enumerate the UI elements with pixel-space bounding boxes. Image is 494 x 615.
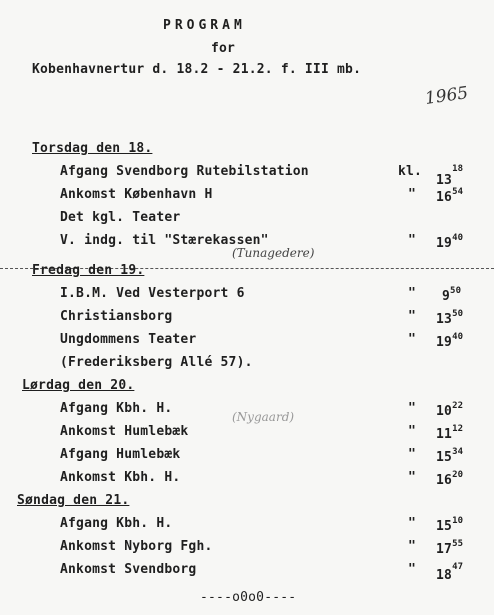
schedule-item-time: $9^{50}$ bbox=[442, 286, 462, 304]
schedule-item-text: Afgang Svendborg Rutebilstation bbox=[60, 164, 309, 179]
schedule-item-time: $15^{34}$ bbox=[436, 447, 464, 465]
schedule-item-text: Ankomst Humlebæk bbox=[60, 424, 189, 439]
schedule-item-minutes: 40 bbox=[452, 332, 464, 342]
schedule-item-time: $17^{55}$ bbox=[436, 539, 464, 557]
schedule-item-text: Ankomst Nyborg Fgh. bbox=[60, 539, 213, 554]
schedule-item-time: $11^{12}$ bbox=[436, 424, 464, 442]
schedule-item-mark: " bbox=[408, 401, 417, 416]
schedule-item-text: Ankomst Kbh. H. bbox=[60, 470, 181, 485]
schedule-item-minutes: 50 bbox=[450, 286, 462, 296]
document-subtitle: Kobenhavnertur d. 18.2 - 21.2. f. III mb. bbox=[32, 62, 362, 77]
title-for: for bbox=[211, 41, 236, 56]
schedule-item-text: Afgang Humlebæk bbox=[60, 447, 181, 462]
schedule-item-mark: " bbox=[408, 447, 417, 462]
schedule-item-minutes: 50 bbox=[452, 309, 464, 319]
schedule-item-time: $16^{20}$ bbox=[436, 470, 464, 488]
schedule-item-mark: kl. bbox=[398, 164, 423, 179]
schedule-item-mark: " bbox=[408, 286, 417, 301]
handwritten-year: 1965 bbox=[423, 83, 470, 109]
schedule-item-mark: " bbox=[408, 516, 417, 531]
schedule-item-text: Afgang Kbh. H. bbox=[60, 401, 173, 416]
schedule-item-mark: " bbox=[408, 539, 417, 554]
schedule-item-text: V. indg. til "Stærekassen" bbox=[60, 233, 269, 248]
schedule-item-minutes: 10 bbox=[452, 516, 464, 526]
schedule-item-mark: " bbox=[408, 187, 417, 202]
schedule-item-minutes: 40 bbox=[452, 233, 464, 243]
schedule-item-time: $19^{40}$ bbox=[436, 233, 464, 251]
schedule-item-text: Ankomst Svendborg bbox=[60, 562, 197, 577]
day-heading-thursday: Torsdag den 18. bbox=[32, 141, 153, 156]
schedule-item-text: Det kgl. Teater bbox=[60, 210, 181, 225]
schedule-item-mark: " bbox=[408, 233, 417, 248]
schedule-item-time: $16^{54}$ bbox=[436, 187, 464, 205]
schedule-item-mark: " bbox=[408, 309, 417, 324]
schedule-item-minutes: 20 bbox=[452, 470, 464, 480]
schedule-item-minutes: 18 bbox=[452, 164, 464, 174]
schedule-item-minutes: 47 bbox=[452, 562, 464, 572]
day-heading-saturday: Lørdag den 20. bbox=[22, 378, 135, 393]
schedule-item-text: (Frederiksberg Allé 57). bbox=[60, 355, 253, 370]
schedule-item-time: $13^{50}$ bbox=[436, 309, 464, 327]
schedule-item-mark: " bbox=[408, 562, 417, 577]
document-title: PROGRAM bbox=[163, 18, 246, 33]
schedule-item-minutes: 54 bbox=[452, 187, 464, 197]
day-heading-friday: Fredag den 19. bbox=[32, 263, 145, 278]
schedule-item-text: Christiansborg bbox=[60, 309, 173, 324]
schedule-item-time: $10^{22}$ bbox=[436, 401, 464, 419]
handwritten-note: (Nygaard) bbox=[232, 410, 295, 424]
schedule-item-text: Ungdommens Teater bbox=[60, 332, 197, 347]
schedule-item-minutes: 12 bbox=[452, 424, 464, 434]
schedule-item-mark: " bbox=[408, 332, 417, 347]
day-heading-sunday: Søndag den 21. bbox=[17, 493, 130, 508]
schedule-item-time: $15^{10}$ bbox=[436, 516, 464, 534]
schedule-item-text: Afgang Kbh. H. bbox=[60, 516, 173, 531]
schedule-item-text: I.B.M. Ved Vesterport 6 bbox=[60, 286, 245, 301]
schedule-item-minutes: 34 bbox=[452, 447, 464, 457]
handwritten-note: (Tunagedere) bbox=[232, 246, 315, 260]
schedule-item-time: $18^{47}$ bbox=[436, 562, 464, 583]
schedule-item-minutes: 22 bbox=[452, 401, 464, 411]
schedule-item-time: $19^{40}$ bbox=[436, 332, 464, 350]
schedule-item-mark: " bbox=[408, 424, 417, 439]
schedule-item-minutes: 55 bbox=[452, 539, 464, 549]
schedule-item-text: Ankomst København H bbox=[60, 187, 213, 202]
schedule-item-time: $13^{18}$ bbox=[436, 164, 464, 188]
schedule-item-mark: " bbox=[408, 470, 417, 485]
document-footer: ----o0o0---- bbox=[200, 590, 297, 605]
